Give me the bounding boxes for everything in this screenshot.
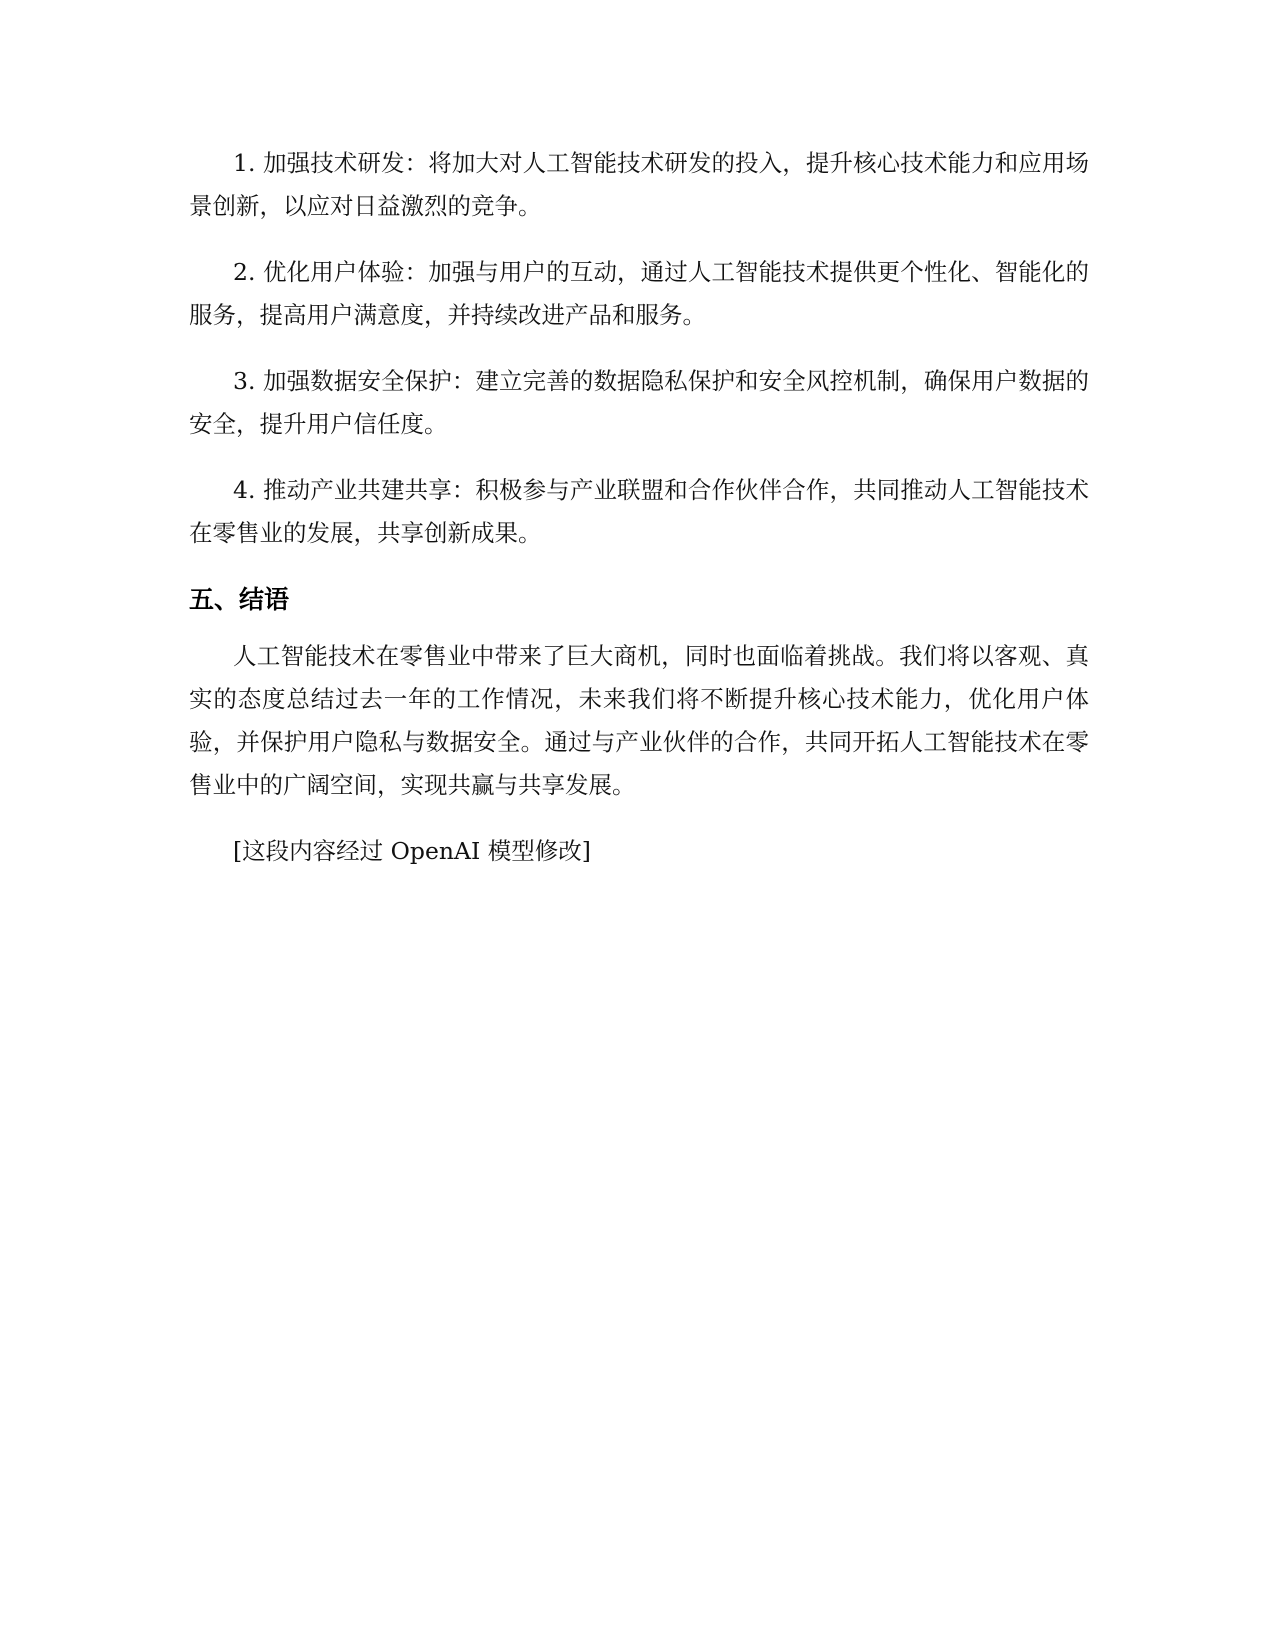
document-body: [189, 142, 1089, 873]
conclusion-paragraph: 人工智能技术在零售业中带来了巨大商机，同时也面临着挑战。我们将以客观、真实的态度总结过去一年的工作情况，未来我们将不断提升核心技术能力，优化用户体验，并保护用户隐私与数据安全。通过与产业伙伴的合作，共同开拓人工智能技术在零售业中的广阔空间，实现共赢与共享发展。: [189, 642, 1089, 799]
list-item-user-experience: 2. 优化用户体验：加强与用户的互动，通过人工智能技术提供更个性化、智能化的服务，提高用户满意度，并持续改进产品和服务。: [189, 258, 1089, 329]
list-item-industry-cooperation: 4. 推动产业共建共享：积极参与产业联盟和合作伙伴合作，共同推动人工智能技术在零售业的发展，共享创新成果。: [189, 476, 1089, 547]
list-item-research: 1. 加强技术研发：将加大对人工智能技术研发的投入，提升核心技术能力和应用场景创新，以应对日益激烈的竞争。: [189, 149, 1089, 220]
modification-note: [这段内容经过 OpenAI 模型修改]: [233, 837, 591, 865]
section-heading-conclusion: 五、结语: [189, 585, 290, 614]
list-item-data-security: 3. 加强数据安全保护：建立完善的数据隐私保护和安全风控机制，确保用户数据的安全，提升用户信任度。: [189, 367, 1089, 438]
